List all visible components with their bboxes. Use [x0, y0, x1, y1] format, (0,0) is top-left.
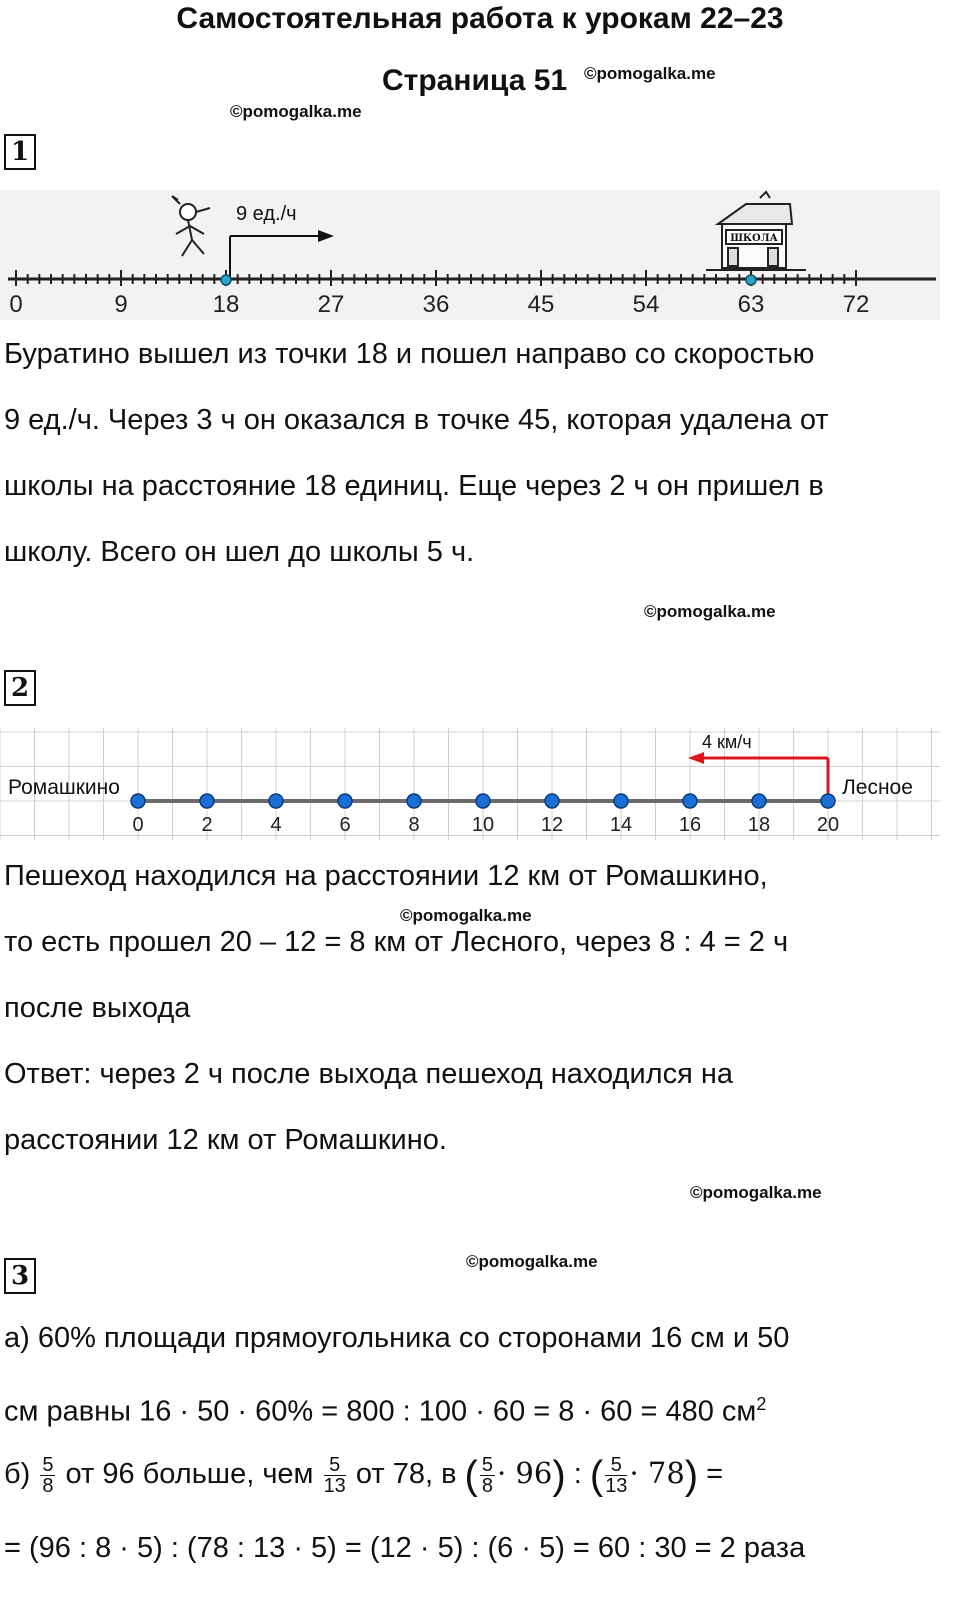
tick-label: 18	[747, 814, 771, 836]
point-marker	[683, 794, 697, 808]
task1-line: 9 ед./ч. Через 3 ч он оказался в точке 45, которая удалена от	[4, 404, 829, 436]
page-title: Самостоятельная работа к урокам 22–23	[176, 2, 784, 35]
task-number-1: 1	[4, 134, 36, 170]
point-marker	[821, 794, 835, 808]
point-marker	[407, 794, 421, 808]
paren-close: )	[684, 1453, 699, 1498]
paren-open: (	[464, 1453, 478, 1498]
point-marker	[614, 794, 628, 808]
point-marker	[131, 794, 145, 808]
watermark: ©pomogalka.me	[690, 1183, 822, 1202]
task1-line: школу. Всего он шел до школы 5 ч.	[4, 536, 475, 568]
number-line-figure-2	[0, 728, 940, 840]
point-marker	[338, 794, 352, 808]
task3b-line	[4, 1446, 723, 1502]
tick-label: 45	[527, 291, 555, 318]
town-right: Лесное	[842, 776, 913, 799]
town-left: Ромашкино	[8, 776, 120, 799]
task3a-exponent: 2	[756, 1394, 767, 1414]
watermark: ©pomogalka.me	[230, 102, 362, 121]
tick-label: 0	[132, 814, 144, 836]
start-point	[221, 275, 231, 285]
point-marker	[476, 794, 490, 808]
task-number-2: 2	[4, 670, 36, 706]
tick-label: 20	[816, 814, 840, 836]
task3b-expr-b: · 78	[629, 1456, 685, 1490]
tick-label: 63	[737, 291, 765, 318]
speed-label-1: 9 ед./ч	[236, 203, 297, 225]
paren-close: )	[552, 1453, 566, 1498]
task3a-line: а) 60% площади прямоугольника со сторонами 16 см и 50	[4, 1322, 790, 1354]
task2-line: то есть прошел 20 – 12 = 8 км от Лесного, через 8 : 4 = 2 ч	[4, 926, 789, 958]
task3b-colon: :	[573, 1458, 582, 1490]
page-subtitle: Страница 51	[382, 64, 568, 97]
point-marker	[269, 794, 283, 808]
watermark: ©pomogalka.me	[466, 1252, 598, 1271]
tick-label: 6	[339, 814, 351, 836]
task2-answer-line: Ответ: через 2 ч после выхода пешеход находился на	[4, 1058, 733, 1090]
task1-line: школы на расстояние 18 единиц. Еще через 2 ч он пришел в	[4, 470, 824, 502]
point-marker	[200, 794, 214, 808]
point-marker	[545, 794, 559, 808]
number-line-figure-1	[0, 190, 940, 320]
task3b-equals: =	[706, 1458, 724, 1490]
tick-label: 16	[678, 814, 702, 836]
tick-label: 12	[540, 814, 564, 836]
task3b-result-line: = (96 : 8 · 5) : (78 : 13 · 5) = (12 · 5) : (6 · 5) = 60 : 30 = 2 раза	[4, 1532, 806, 1564]
tick-label: 36	[422, 291, 450, 318]
task3a-line-2	[4, 1388, 766, 1429]
task1-line: Буратино вышел из точки 18 и пошел направо со скоростью	[4, 338, 815, 370]
fraction-5-13: $\frac{5}{13}$	[323, 1453, 346, 1497]
tick-label: 72	[842, 291, 870, 318]
school-sign: ШКОЛА	[730, 233, 778, 244]
tick-label: 27	[317, 291, 345, 318]
fraction-5-8-expr: $\frac{5}{8}$	[481, 1453, 493, 1497]
tick-label: 14	[609, 814, 633, 836]
tick-label: 0	[9, 291, 23, 318]
speed-label-2: 4 км/ч	[702, 732, 752, 752]
task-number-3: 3	[4, 1258, 36, 1294]
task3b-text-1: от 96 больше, чем	[65, 1458, 314, 1490]
number-line-1	[0, 190, 940, 320]
task2-answer-line: расстоянии 12 км от Ромашкино.	[4, 1124, 447, 1156]
watermark: ©pomogalka.me	[584, 64, 716, 83]
task3b-text-2: от 78, в	[355, 1458, 457, 1490]
fraction-5-13-expr: $\frac{5}{13}$	[605, 1453, 628, 1497]
task3b-prefix: б)	[4, 1458, 31, 1490]
tick-label: 8	[408, 814, 420, 836]
task3a-text: см равны 16 · 50 · 60% = 800 : 100 · 60 = 8 · 60 = 480 см	[4, 1395, 757, 1428]
paren-open: (	[589, 1453, 604, 1498]
task2-line: после выхода	[4, 992, 191, 1024]
tick-label: 2	[201, 814, 213, 836]
tick-label: 54	[632, 291, 660, 318]
task2-line: Пешеход находился на расстоянии 12 км от Ромашкино,	[4, 860, 768, 892]
watermark: ©pomogalka.me	[400, 906, 532, 925]
tick-label: 10	[471, 814, 495, 836]
watermark: ©pomogalka.me	[644, 602, 776, 621]
number-line-2	[0, 728, 940, 840]
school-point	[746, 275, 756, 285]
tick-label: 9	[114, 291, 128, 318]
tick-label: 4	[270, 814, 282, 836]
fraction-5-8: $\frac{5}{8}$	[42, 1453, 54, 1497]
task3b-expr-a: · 96	[497, 1456, 553, 1490]
tick-label: 18	[212, 291, 240, 318]
point-marker	[752, 794, 766, 808]
